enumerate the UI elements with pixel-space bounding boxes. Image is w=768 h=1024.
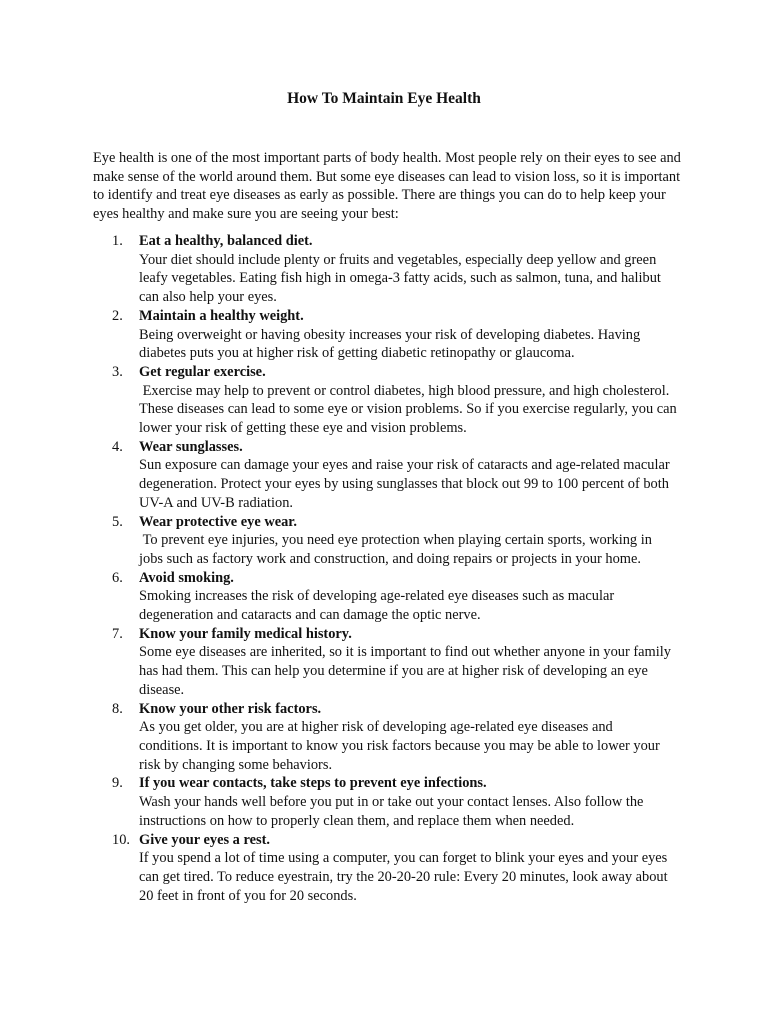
item-body: Being overweight or having obesity increases your risk of developing diabetes. Having diabetes puts you at higher risk of getting diabetic retinopathy or glaucoma.	[139, 326, 644, 362]
item-body: If you spend a lot of time using a computer, you can forget to blink your eyes and your eyes can get tired. To reduce eyestrain, try the 20-20-20 rule: Every 20 minutes, look away about 20 feet in front of you for 20 seconds.	[139, 850, 672, 904]
item-body: As you get older, you are at higher risk of developing age-related eye diseases and conditions. It is important to know you risk factors because you may be able to lower your risk by changing some behaviors.	[139, 719, 664, 773]
list-item	[0, 831, 679, 906]
item-title: Know your other risk factors.	[139, 700, 322, 717]
item-body: Wash your hands well before you put in or take out your contact lenses. Also follow the instructions on how to properly clean them, and replace them when needed.	[139, 794, 648, 829]
item-number: 5.	[112, 513, 123, 530]
list-item	[0, 569, 679, 625]
item-title: Know your family medical history.	[139, 625, 352, 642]
list-item	[0, 438, 679, 513]
item-title: Get regular exercise.	[139, 363, 266, 380]
item-title: Eat a healthy, balanced diet.	[139, 233, 313, 249]
item-number: 1.	[112, 233, 123, 249]
intro-paragraph: Eye health is one of the most important parts of body health. Most people rely on their eyes to see and make sense of the world around them. But some eye diseases can lead to vision loss, so it is important to identify and treat eye diseases as early as possible. There are things you can do to help keep your eyes healthy and make sure you are seeing your best:	[93, 150, 681, 223]
item-number: 10.	[112, 831, 130, 848]
list-item	[0, 774, 679, 830]
item-number: 7.	[112, 625, 123, 642]
tips-list	[0, 232, 768, 905]
list-item	[0, 513, 679, 569]
item-body: Sun exposure can damage your eyes and raise your risk of cataracts and age-related macular degeneration. Protect your eyes by using sunglasses that block out 99 to 100 percent of both UV-A and UV-B radiation.	[139, 457, 674, 511]
item-title: Wear sunglasses.	[139, 438, 243, 455]
item-body: Some eye diseases are inherited, so it is important to find out whether anyone in your family has had them. This can help you determine if you are at higher risk of developing an eye disease.	[139, 644, 675, 698]
item-title: If you wear contacts, take steps to prevent eye infections.	[139, 775, 487, 792]
item-title: Give your eyes a rest.	[139, 831, 270, 848]
item-body: Exercise may help to prevent or control diabetes, high blood pressure, and high cholesterol. These diseases can lead to some eye or vision problems. So if you exercise regularly, you can lower your risk of getting these eye and vision problems.	[139, 382, 681, 437]
list-item	[0, 363, 679, 438]
item-number: 3.	[112, 363, 123, 380]
item-body: To prevent eye injuries, you need eye protection when playing certain sports, working in jobs such as factory work and construction, and doing repairs or projects in your home.	[139, 532, 656, 567]
item-title: Avoid smoking.	[139, 569, 234, 586]
list-item	[0, 625, 679, 700]
item-body: Your diet should include plenty or fruits and vegetables, especially deep yellow and green leafy vegetables. Eating fish high in omega-3 fatty acids, such as salmon, tuna, and halibut can also help your eyes.	[139, 251, 665, 306]
item-number: 2.	[112, 307, 123, 324]
item-body: Smoking increases the risk of developing age-related eye diseases such as macular degeneration and cataracts and can damage the optic nerve.	[139, 588, 618, 624]
item-number: 9.	[112, 775, 123, 792]
item-title: Wear protective eye wear.	[139, 513, 297, 530]
list-item	[0, 307, 679, 363]
item-number: 6.	[112, 569, 123, 586]
document-title: How To Maintain Eye Health	[287, 90, 481, 107]
item-number: 4.	[112, 438, 123, 455]
item-title: Maintain a healthy weight.	[139, 307, 304, 324]
list-item	[0, 700, 679, 775]
item-number: 8.	[112, 700, 123, 717]
list-item	[0, 232, 679, 307]
